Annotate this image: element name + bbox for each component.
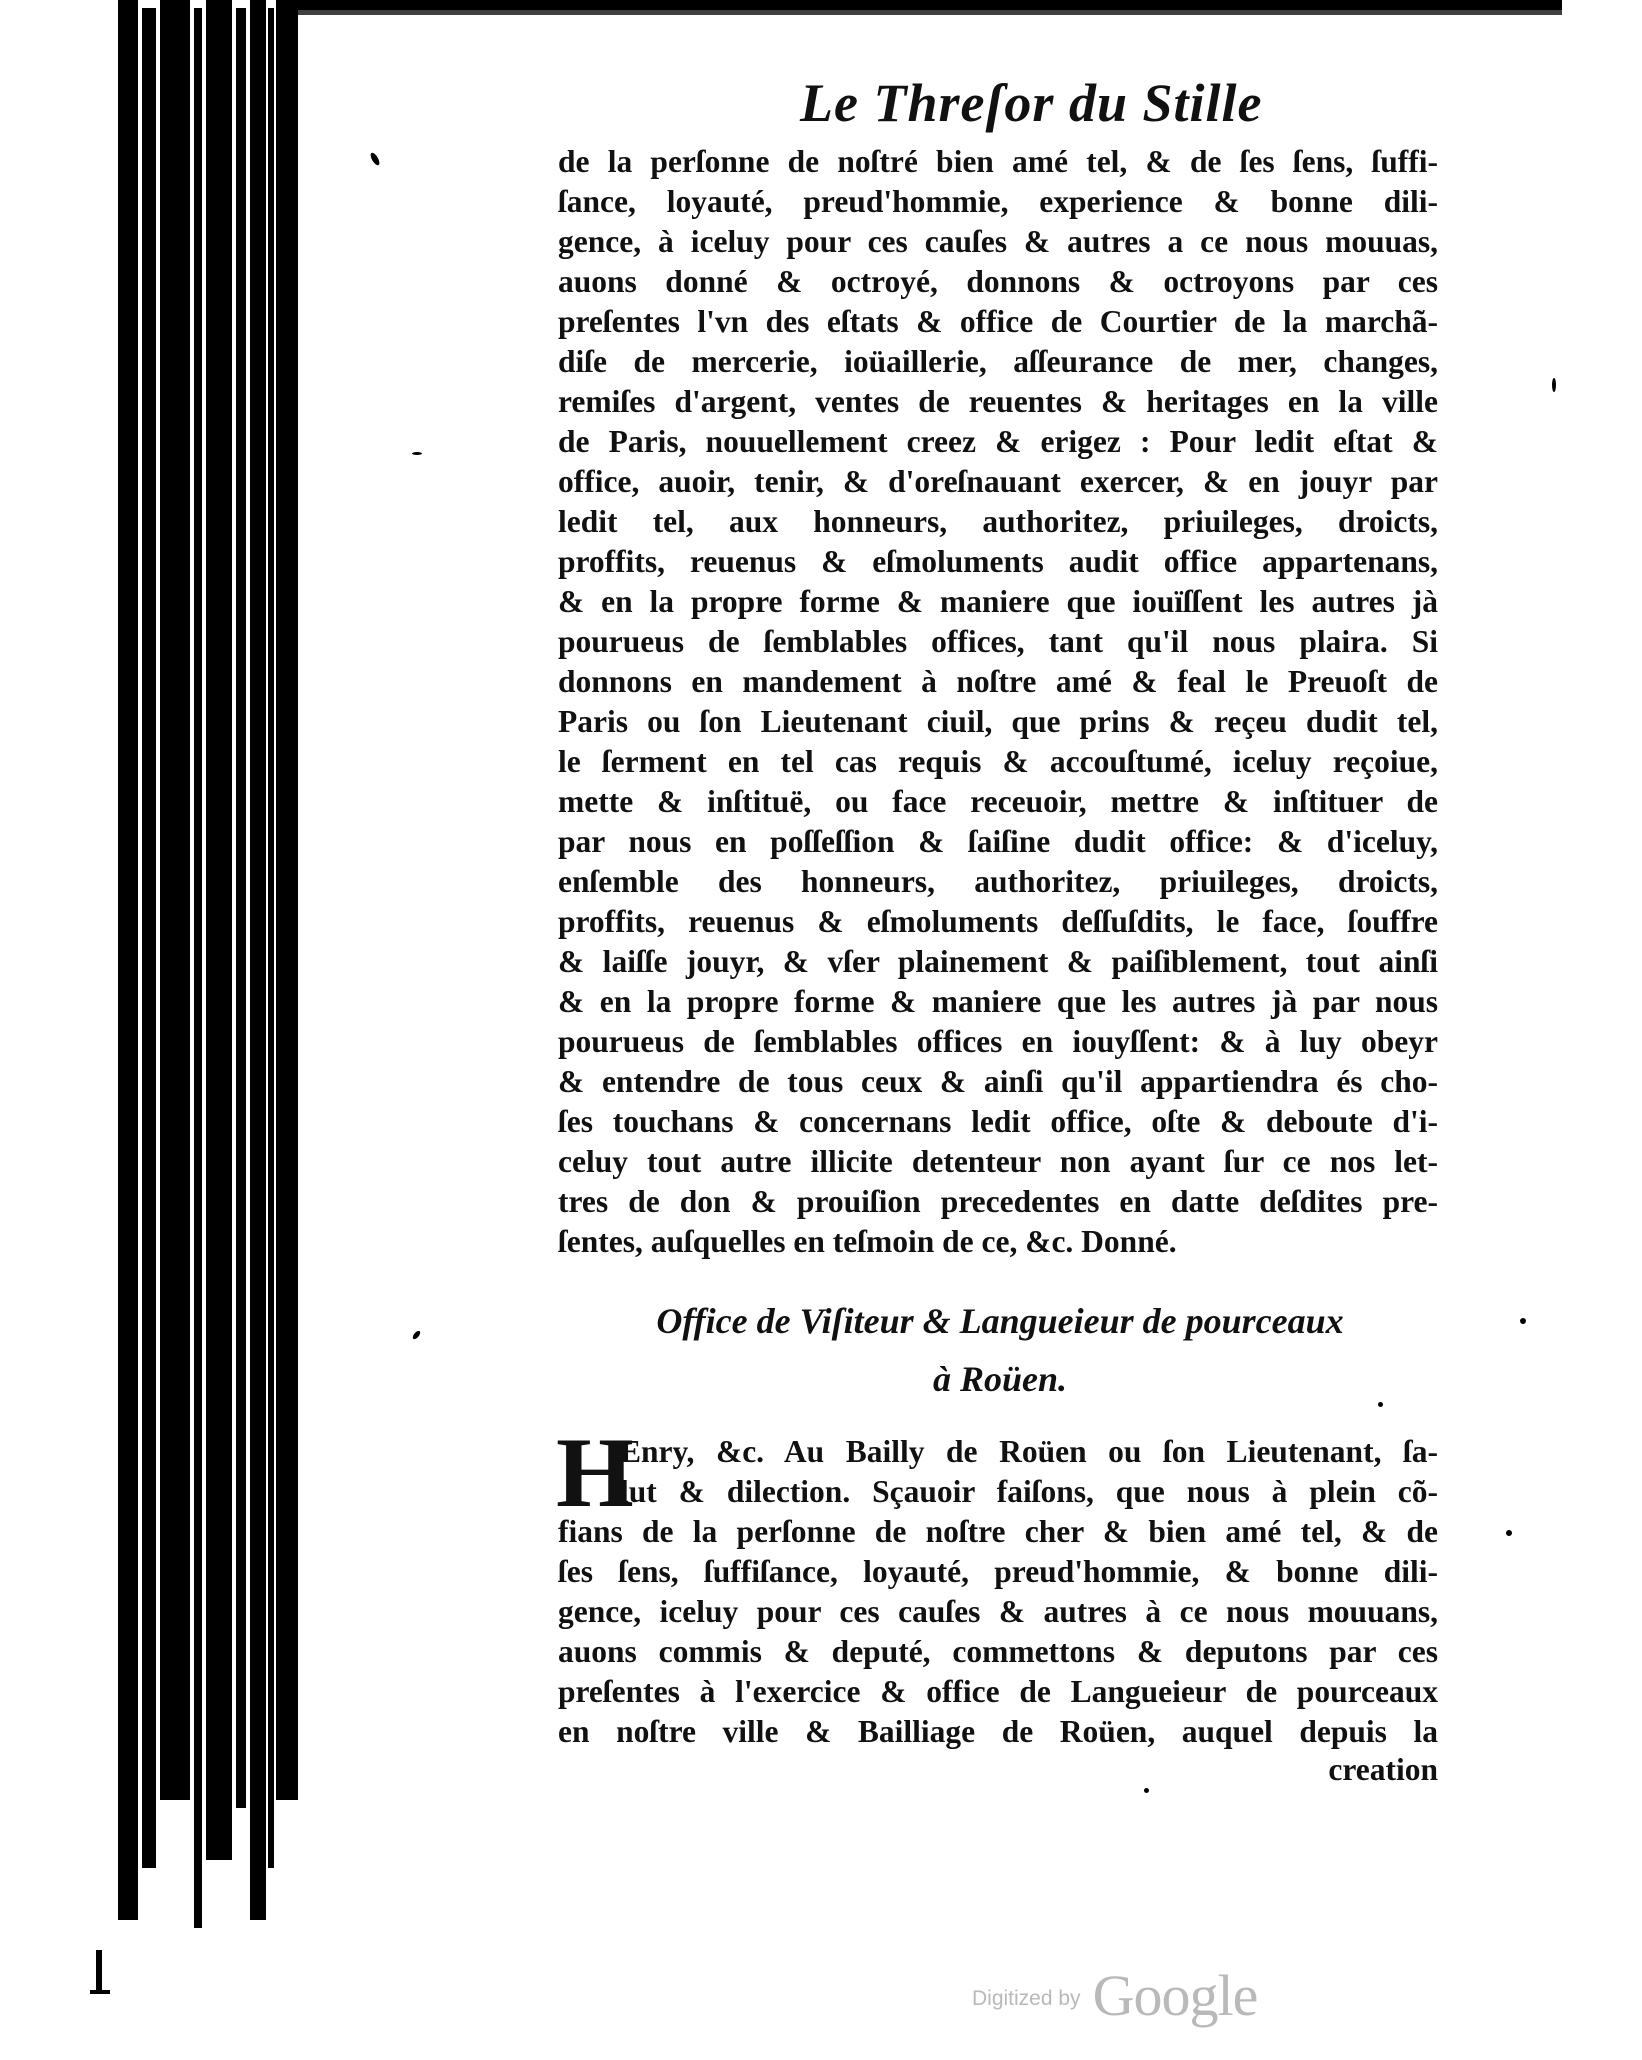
- gutter-streak: [142, 8, 156, 1868]
- text-line: & laiſſe jouyr, & vſer plainement & paiſiblement, tout ainſi: [558, 944, 1438, 979]
- paragraph-2: [556, 1417, 1438, 1752]
- corner-mark-foot: [90, 1990, 110, 1994]
- text-line: proffits, reuenus & eſmoluments deſſuſdits, le face, ſouffre: [558, 904, 1438, 939]
- section-title: [560, 1292, 1440, 1408]
- drop-cap: H: [556, 1417, 634, 1528]
- corner-mark: [96, 1950, 102, 1994]
- text-line: pourueus de ſemblables offices en iouyſſent: & à luy obeyr: [558, 1024, 1438, 1059]
- text-line: preſentes l'vn des eſtats & office de Courtier de la marchã-: [558, 304, 1438, 339]
- digitized-by-watermark: [972, 1962, 1257, 2029]
- text-line: en noſtre ville & Bailliage de Roüen, auquel depuis la: [558, 1714, 1438, 1749]
- text-line: gence, iceluy pour ces cauſes & autres à ce nous mouuans,: [558, 1594, 1438, 1629]
- watermark-prefix: Digitized by: [972, 1987, 1081, 2010]
- text-line: & en la propre forme & maniere que iouïſſent les autres jà: [558, 584, 1438, 619]
- gutter-streak: [118, 0, 138, 1920]
- text-line: ledit tel, aux honneurs, authoritez, priuileges, droicts,: [558, 504, 1438, 539]
- text-line: ſentes, auſquelles en teſmoin de ce, &c. Donné.: [558, 1224, 1177, 1259]
- text-line: de la perſonne de noſtré bien amé tel, & de ſes ſens, ſuffi-: [558, 144, 1438, 179]
- gutter-streak: [236, 8, 246, 1808]
- text-line: auons commis & deputé, commettons & deputons par ces: [558, 1634, 1438, 1669]
- text-line: fians de la perſonne de noſtre cher & bien amé tel, & de: [558, 1514, 1438, 1549]
- gutter-streak: [206, 0, 232, 1860]
- text-line: ſes ſens, ſuffiſance, loyauté, preud'hommie, & bonne dili-: [558, 1554, 1438, 1589]
- text-line: par nous en poſſeſſion & ſaiſine dudit office: & d'iceluy,: [558, 824, 1438, 859]
- text-line: diſe de mercerie, ioüaillerie, aſſeurance de mer, changes,: [558, 344, 1438, 379]
- section-title-line-1: Office de Viſiteur & Langueieur de pourceaux: [656, 1301, 1344, 1341]
- text-line: & en la propre forme & maniere que les autres jà par nous: [558, 984, 1438, 1019]
- text-line: Paris ou ſon Lieutenant ciuil, que prins & reçeu dudit tel,: [558, 704, 1438, 739]
- gutter-streak: [276, 0, 298, 1800]
- text-line: de Paris, nouuellement creez & erigez : Pour ledit eſtat &: [558, 424, 1438, 459]
- text-line: donnons en mandement à noſtre amé & feal le Preuoſt de: [558, 664, 1438, 699]
- page-gutter-shadow: [0, 0, 300, 2060]
- text-line: Enry, &c. Au Bailly de Roüen ou ſon Lieutenant, ſa-: [620, 1434, 1438, 1469]
- text-line: tres de don & prouiſion precedentes en datte deſdites pre-: [558, 1184, 1438, 1219]
- running-head: Le Threſor du Stille: [800, 73, 1263, 133]
- gutter-streak: [268, 8, 274, 1868]
- text-line: auons donné & octroyé, donnons & octroyons par ces: [558, 264, 1438, 299]
- top-border-rule-shadow: [280, 10, 1562, 15]
- gutter-streak: [250, 0, 266, 1920]
- text-line: preſentes à l'exercice & office de Langueieur de pourceaux: [558, 1674, 1438, 1709]
- text-line: gence, à iceluy pour ces cauſes & autres a ce nous mouuas,: [558, 224, 1438, 259]
- gutter-streak: [194, 8, 202, 1928]
- top-border-rule: [280, 0, 1562, 10]
- text-line: ſes touchans & concernans ledit office, oſte & deboute d'i-: [558, 1104, 1438, 1139]
- text-line: office, auoir, tenir, & d'oreſnauant exercer, & en jouyr par: [558, 464, 1438, 499]
- paragraph-1: [558, 142, 1438, 1262]
- text-line: ſance, loyauté, preud'hommie, experience & bonne dili-: [558, 184, 1438, 219]
- text-line: lut & dilection. Sçauoir faiſons, que nous à plein cõ-: [620, 1474, 1438, 1509]
- text-line: enſemble des honneurs, authoritez, priuileges, droicts,: [558, 864, 1438, 899]
- text-line: proffits, reuenus & eſmoluments audit office appartenans,: [558, 544, 1438, 579]
- catchword: creation: [1328, 1752, 1438, 1787]
- text-line: pourueus de ſemblables offices, tant qu'il nous plaira. Si: [558, 624, 1438, 659]
- text-line: celuy tout autre illicite detenteur non ayant ſur ce nos let-: [558, 1144, 1438, 1179]
- section-title-line-2: à Roüen.: [932, 1359, 1068, 1399]
- text-line: mette & inſtituë, ou face receuoir, mettre & inſtituer de: [558, 784, 1438, 819]
- text-line: & entendre de tous ceux & ainſi qu'il appartiendra és cho-: [558, 1064, 1438, 1099]
- gutter-streak: [160, 0, 190, 1800]
- text-line: remiſes d'argent, ventes de reuentes & heritages en la ville: [558, 384, 1438, 419]
- text-line: le ſerment en tel cas requis & accouſtumé, iceluy reçoiue,: [558, 744, 1438, 779]
- google-logo: Google: [1092, 1963, 1258, 2028]
